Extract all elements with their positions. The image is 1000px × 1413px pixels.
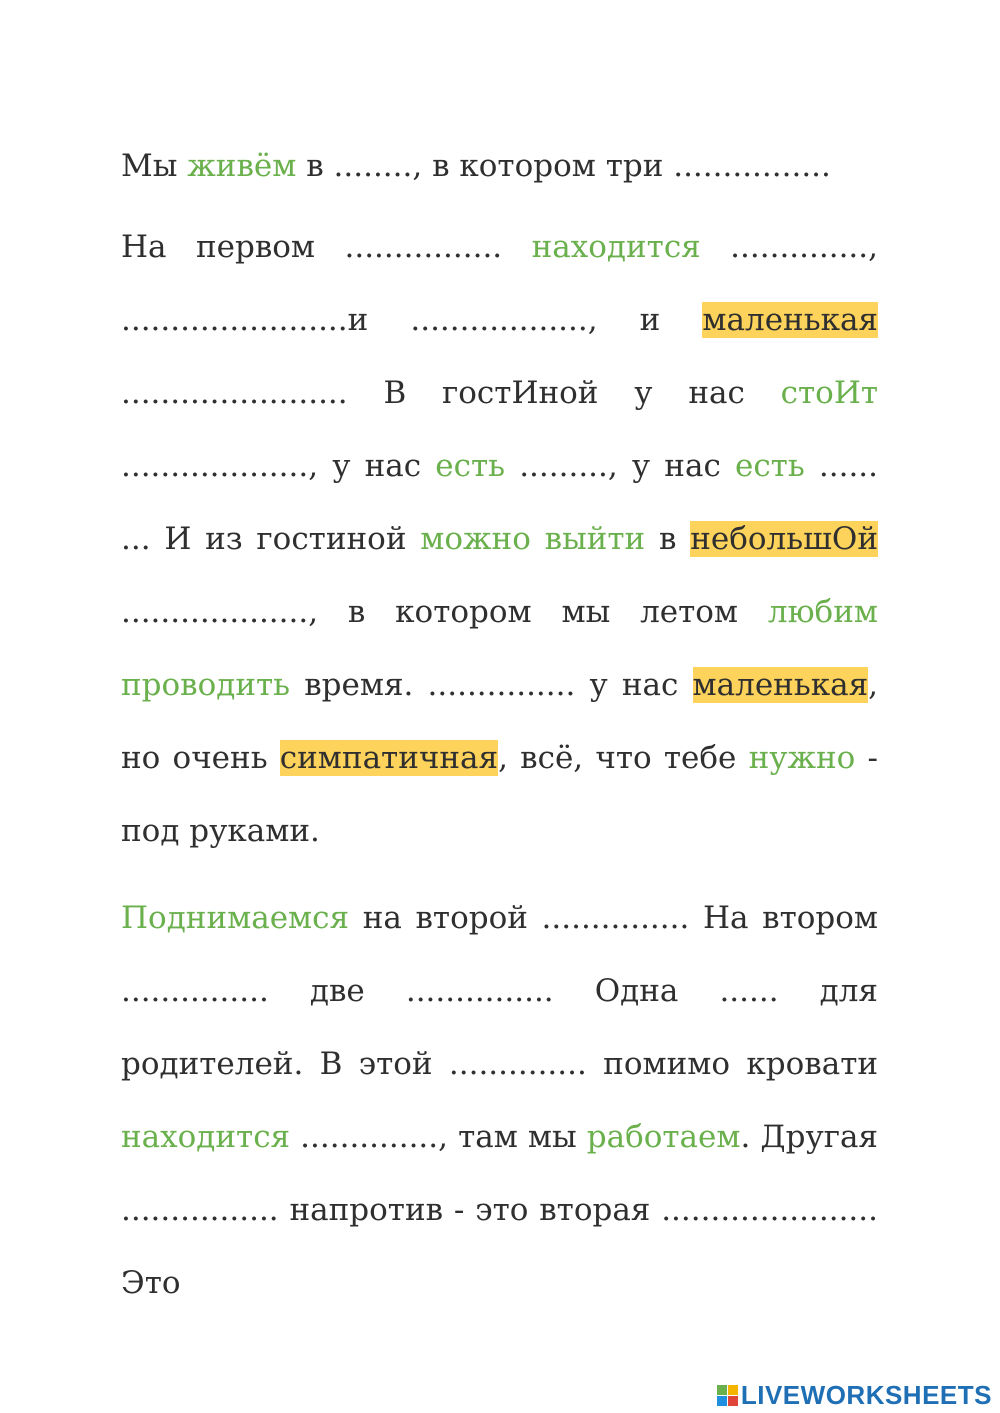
text-segment: ....................... В гостИной у нас (121, 375, 781, 411)
green-verb-word: нужно (748, 740, 856, 776)
text-segment: , но очень (121, 667, 878, 776)
green-verb-word: находится (531, 229, 701, 265)
green-verb-word: любим проводить (121, 594, 878, 703)
highlighted-adjective: маленькая (692, 667, 869, 703)
text-segment: Мы (121, 148, 188, 184)
text-segment: ..................., у нас (121, 448, 436, 484)
green-verb-word: есть (734, 448, 805, 484)
green-verb-word: работаем (586, 1119, 741, 1155)
worksheet-text (121, 130, 878, 1334)
text-segment: - под руками. (121, 740, 878, 849)
paragraph-3 (121, 882, 878, 1320)
text-segment: ..................., в котором мы летом (121, 594, 768, 630)
text-segment: время. ............... у нас (290, 667, 693, 703)
text-segment: , всё, что тебе (498, 740, 749, 776)
green-verb-word: живём (187, 148, 297, 184)
paragraph-2 (121, 211, 878, 868)
text-segment: . Другая ................ напротив - это вторая ...................... Это (121, 1119, 878, 1301)
highlighted-adjective: небольшОй (690, 521, 879, 557)
text-segment: ........., у нас (505, 448, 735, 484)
brand-name: LIVEWORKSHEETS (740, 1379, 992, 1410)
text-segment: в ........, в котором три ................ (296, 148, 831, 184)
text-segment: .............., там мы (290, 1119, 587, 1155)
green-verb-word: Поднимаемся (121, 900, 350, 936)
text-segment: На первом ................ (121, 229, 532, 265)
green-verb-word: есть (435, 448, 506, 484)
brand-footer[interactable] (717, 1381, 992, 1409)
highlighted-adjective: маленькая (702, 302, 878, 338)
green-verb-word: можно выйти (420, 521, 646, 557)
green-verb-word: находится (121, 1119, 291, 1155)
text-segment: на второй ............... На втором ............... две ............... Одна ...... для родителей. В этой .............. помимо кровати (121, 900, 878, 1082)
highlighted-adjective: симпатичная (279, 740, 499, 776)
green-verb-word: стоИт (780, 375, 878, 411)
text-segment: .............., .......................и .................., и (121, 229, 878, 338)
text-segment: в (645, 521, 691, 557)
paragraph-1 (121, 130, 878, 203)
liveworksheets-logo-icon (717, 1385, 738, 1406)
text-segment: ...... ... И из гостиной (121, 448, 878, 557)
